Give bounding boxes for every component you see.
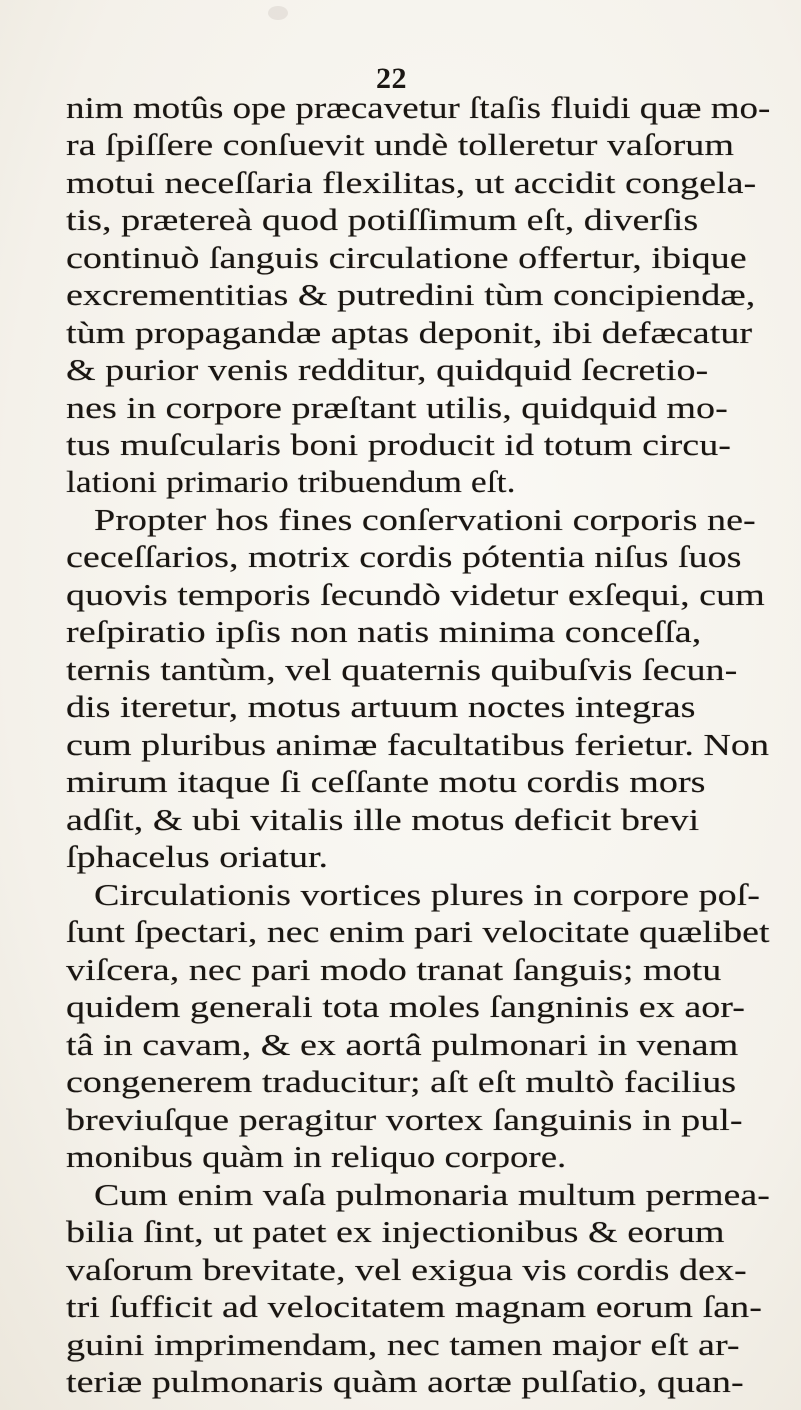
text-line: reſpiratio ipſis non natis minima conceſſa,: [66, 615, 702, 649]
text-line: tus muſcularis boni producit id totum circu-: [66, 428, 731, 462]
text-line: lationi primario tribuendum eſt.: [66, 465, 516, 499]
text-line: continuò ſanguis circulatione offertur, ibique: [66, 241, 747, 275]
text-line: guini imprimendam, nec tamen major eſt ar-: [66, 1328, 740, 1362]
text-line: tùm propagandæ aptas deponit, ibi defæcatur: [66, 316, 753, 350]
text-line: teriæ pulmonaris quàm aortæ pulſatio, quan-: [66, 1365, 744, 1399]
text-line: mirum itaque ſi ceſſante motu cordis mors: [66, 765, 706, 799]
text-line: cum pluribus animæ facultatibus ferietur. Non: [66, 728, 770, 762]
text-line: ſphacelus oriatur.: [66, 840, 329, 874]
text-line: nim motûs ope præcavetur ſtaſis fluidi quæ mo-: [66, 91, 771, 125]
text-line: motui neceſſaria flexilitas, ut accidit congela-: [66, 166, 757, 200]
text-line: Circulationis vortices plures in corpore poſ-: [94, 878, 760, 912]
text-line: bilia ſint, ut patet ex injectionibus & eorum: [66, 1215, 725, 1249]
text-line: & purior venis redditur, quidquid ſecretio-: [66, 353, 709, 387]
text-line: excrementitias & putredini tùm concipiendæ,: [66, 278, 756, 312]
text-line: tri ſufficit ad velocitatem magnam eorum ſan-: [66, 1290, 762, 1324]
text-line: tis, prætereà quod potiſſimum eſt, diverſis: [66, 203, 699, 237]
text-line: adſit, & ubi vitalis ille motus deficit brevi: [66, 803, 700, 837]
text-line: monibus quàm in reliquo corpore.: [66, 1140, 567, 1174]
text-line: ra ſpiſſere conſuevit undè tolleretur vaſorum: [66, 128, 735, 162]
text-line: quidem generali tota moles ſangninis ex aor-: [66, 990, 745, 1024]
text-line: ceceſſarios, motrix cordis pótentia niſus ſuos: [66, 540, 742, 574]
paper-blemish: [268, 6, 288, 20]
text-line: viſcera, nec pari modo tranat ſanguis; motu: [66, 953, 722, 987]
text-line: nes in corpore præſtant utilis, quidquid mo-: [66, 391, 728, 425]
text-line: breviuſque peragitur vortex ſanguinis in pul-: [66, 1103, 743, 1137]
text-line: quovis temporis ſecundò videtur exſequi, cum: [66, 578, 765, 612]
text-line: vaſorum brevitate, vel exigua vis cordis dex-: [66, 1253, 747, 1287]
text-line: dis iteretur, motus artuum noctes integras: [66, 690, 696, 724]
text-line: Propter hos fines conſervationi corporis ne-: [94, 503, 756, 537]
text-line: tâ in cavam, & ex aortâ pulmonari in venam: [66, 1028, 739, 1062]
text-line: ſunt ſpectari, nec enim pari velocitate quælibet: [66, 915, 770, 949]
text-line: Cum enim vaſa pulmonaria multum permea-: [94, 1178, 770, 1212]
page-number: 22: [376, 62, 407, 95]
text-line: ternis tantùm, vel quaternis quibuſvis ſecun-: [66, 653, 738, 687]
text-line: congenerem traducitur; aſt eſt multò facilius: [66, 1065, 737, 1099]
